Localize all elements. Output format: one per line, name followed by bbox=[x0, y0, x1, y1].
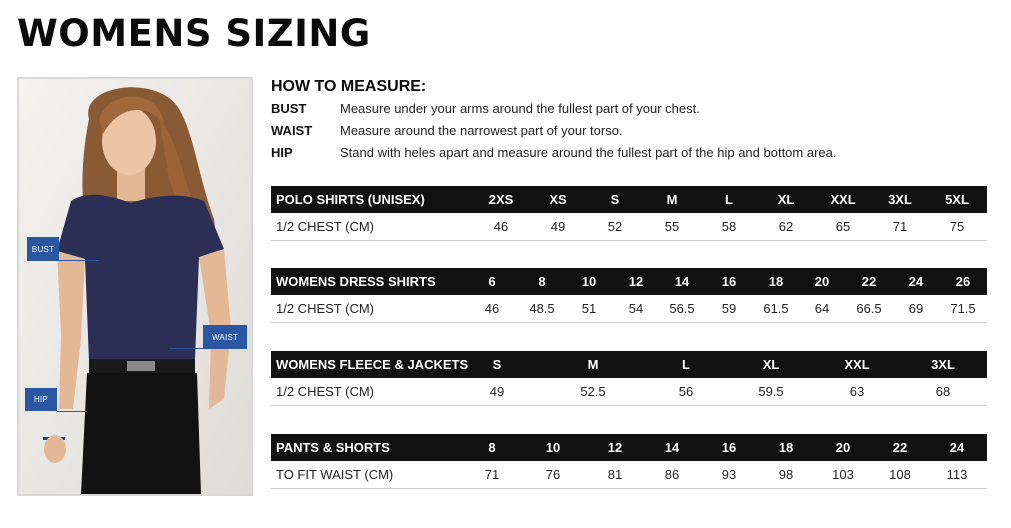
table-title: POLO SHIRTS (UNISEX) bbox=[276, 192, 425, 207]
table-title: PANTS & SHORTS bbox=[276, 440, 390, 455]
table-header-row bbox=[271, 351, 987, 378]
size-header-cell: 14 bbox=[674, 274, 690, 289]
size-header-cell: 6 bbox=[488, 274, 496, 289]
measurement-cell: 76 bbox=[545, 467, 561, 482]
measurement-cell: 75 bbox=[949, 219, 965, 234]
table-header-row bbox=[271, 186, 987, 213]
size-header-cell: 24 bbox=[908, 274, 924, 289]
size-header-cell: 12 bbox=[607, 440, 623, 455]
size-header-cell: 16 bbox=[721, 440, 737, 455]
size-header-cell: 20 bbox=[814, 274, 830, 289]
measurement-cell: 58 bbox=[721, 219, 737, 234]
size-header-cell: S bbox=[610, 192, 620, 207]
measurement-cell: 49 bbox=[489, 384, 505, 399]
table-header-row bbox=[271, 434, 987, 461]
measurement-cell: 51 bbox=[581, 301, 597, 316]
measurement-cell: 113 bbox=[946, 467, 968, 482]
measurement-cell: 71.5 bbox=[950, 301, 976, 316]
row-label: 1/2 CHEST (CM) bbox=[276, 384, 374, 399]
measurement-cell: 108 bbox=[889, 467, 911, 482]
measurement-cell: 59 bbox=[721, 301, 737, 316]
size-header-cell: XL bbox=[777, 192, 795, 207]
bust-tag: BUST bbox=[27, 237, 59, 261]
size-header-cell: 10 bbox=[545, 440, 561, 455]
page-title: WOMENS SIZING bbox=[17, 12, 371, 55]
waist-tag: WAIST bbox=[203, 325, 247, 349]
size-header-cell: 8 bbox=[538, 274, 546, 289]
table-data-row bbox=[271, 378, 987, 406]
table-title: WOMENS DRESS SHIRTS bbox=[276, 274, 436, 289]
measure-row-waist bbox=[271, 123, 623, 138]
size-header-cell: 2XS bbox=[488, 192, 514, 207]
measurement-cell: 52 bbox=[607, 219, 623, 234]
measurement-cell: 48.5 bbox=[529, 301, 555, 316]
size-header-cell: 10 bbox=[581, 274, 597, 289]
size-header-cell: 24 bbox=[949, 440, 965, 455]
polo-shirts-table bbox=[271, 186, 987, 241]
measurement-cell: 56 bbox=[678, 384, 694, 399]
bust-pointer-line bbox=[59, 260, 99, 261]
size-header-cell: XL bbox=[762, 357, 780, 372]
measure-key: HIP bbox=[271, 145, 293, 160]
measurement-cell: 65 bbox=[835, 219, 851, 234]
measure-row-bust bbox=[271, 101, 700, 116]
size-header-cell: 18 bbox=[778, 440, 794, 455]
model-photo bbox=[17, 77, 253, 496]
size-header-cell: XXL bbox=[844, 357, 870, 372]
pants-shorts-table bbox=[271, 434, 987, 489]
size-header-cell: 5XL bbox=[945, 192, 969, 207]
size-header-cell: XS bbox=[549, 192, 567, 207]
womens-fleece-jackets-table bbox=[271, 351, 987, 406]
hip-tag: HIP bbox=[25, 388, 57, 411]
size-header-cell: 22 bbox=[861, 274, 877, 289]
measurement-cell: 68 bbox=[935, 384, 951, 399]
size-header-cell: 3XL bbox=[888, 192, 912, 207]
size-header-cell: XXL bbox=[830, 192, 856, 207]
womens-dress-shirts-table bbox=[271, 268, 987, 323]
size-header-cell: 16 bbox=[721, 274, 737, 289]
measurement-cell: 59.5 bbox=[758, 384, 784, 399]
measurement-cell: 61.5 bbox=[763, 301, 789, 316]
measurement-cell: 49 bbox=[550, 219, 566, 234]
measure-key: BUST bbox=[271, 101, 307, 116]
size-header-cell: 14 bbox=[664, 440, 680, 455]
size-header-cell: 20 bbox=[835, 440, 851, 455]
table-data-row bbox=[271, 461, 987, 489]
measurement-cell: 55 bbox=[664, 219, 680, 234]
size-header-cell: M bbox=[666, 192, 678, 207]
measure-description: Measure around the narrowest part of your torso. bbox=[340, 123, 623, 138]
table-title: WOMENS FLEECE & JACKETS bbox=[276, 357, 469, 372]
measurement-cell: 66.5 bbox=[856, 301, 882, 316]
measurement-cell: 98 bbox=[778, 467, 794, 482]
size-header-cell: S bbox=[492, 357, 502, 372]
measurement-cell: 86 bbox=[664, 467, 680, 482]
measurement-cell: 46 bbox=[493, 219, 509, 234]
measurement-cell: 62 bbox=[778, 219, 794, 234]
waist-pointer-line bbox=[169, 348, 203, 349]
size-header-cell: 8 bbox=[488, 440, 496, 455]
table-data-row bbox=[271, 213, 987, 241]
model-illustration bbox=[19, 79, 251, 494]
measurement-cell: 71 bbox=[484, 467, 500, 482]
hip-pointer-line bbox=[57, 411, 87, 412]
table-data-row bbox=[271, 295, 987, 323]
measurement-cell: 52.5 bbox=[580, 384, 606, 399]
measurement-cell: 56.5 bbox=[669, 301, 695, 316]
size-header-cell: 26 bbox=[955, 274, 971, 289]
row-label: 1/2 CHEST (CM) bbox=[276, 219, 374, 234]
measurement-cell: 64 bbox=[814, 301, 830, 316]
size-header-cell: M bbox=[587, 357, 599, 372]
measure-description: Measure under your arms around the fullest part of your chest. bbox=[340, 101, 700, 116]
measure-key: WAIST bbox=[271, 123, 313, 138]
row-label: TO FIT WAIST (CM) bbox=[276, 467, 394, 482]
size-header-cell: 22 bbox=[892, 440, 908, 455]
measurement-cell: 93 bbox=[721, 467, 737, 482]
size-header-cell: 3XL bbox=[931, 357, 955, 372]
measurement-cell: 71 bbox=[892, 219, 908, 234]
measure-description: Stand with heles apart and measure around the fullest part of the hip and bottom area. bbox=[340, 145, 837, 160]
table-header-row bbox=[271, 268, 987, 295]
measure-row-hip bbox=[271, 145, 836, 160]
measurement-cell: 103 bbox=[832, 467, 854, 482]
row-label: 1/2 CHEST (CM) bbox=[276, 301, 374, 316]
measurement-cell: 69 bbox=[908, 301, 924, 316]
how-to-measure-heading: HOW TO MEASURE: bbox=[271, 78, 427, 95]
measurement-cell: 54 bbox=[628, 301, 644, 316]
size-header-cell: L bbox=[682, 357, 690, 372]
measurement-cell: 63 bbox=[849, 384, 865, 399]
size-header-cell: 12 bbox=[628, 274, 644, 289]
measurement-cell: 81 bbox=[607, 467, 623, 482]
size-header-cell: 18 bbox=[768, 274, 784, 289]
measurement-cell: 46 bbox=[484, 301, 500, 316]
size-header-cell: L bbox=[725, 192, 733, 207]
